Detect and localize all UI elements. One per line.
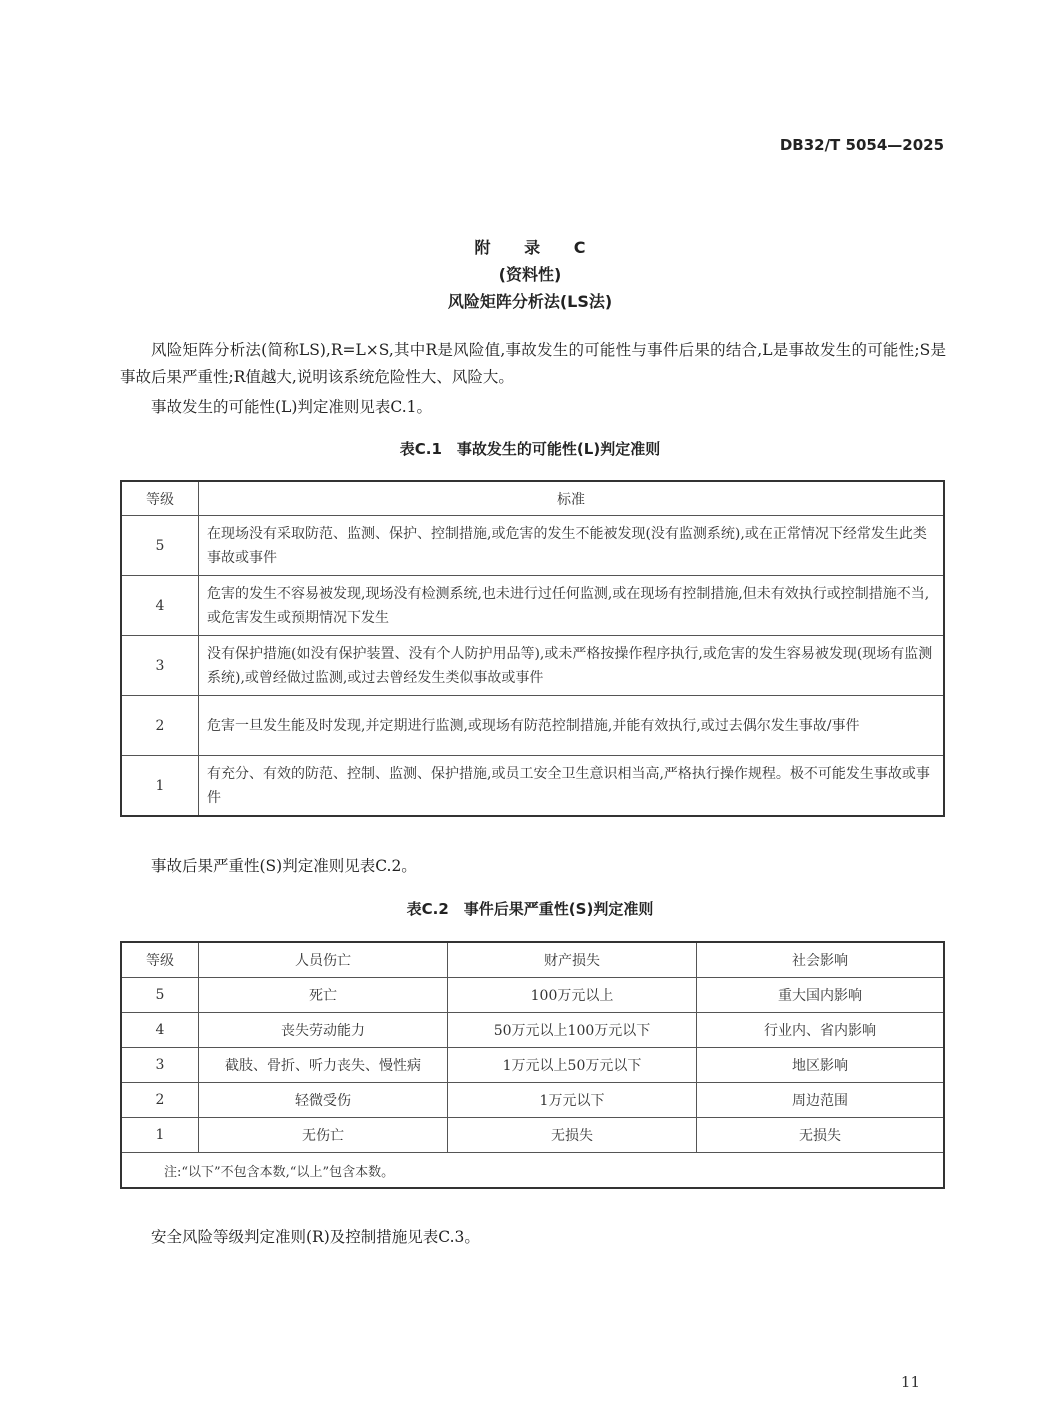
table-c1-level-cell: 1 xyxy=(121,756,199,817)
table-c2-note-row xyxy=(121,1153,944,1189)
table-c2-header-row xyxy=(121,942,944,978)
table-c1-criteria-cell: 危害一旦发生能及时发现,并定期进行监测,或现场有防范控制措施,并能有效执行,或过去偶尔发生事故/事件 xyxy=(199,696,945,756)
appendix-nature: (资料性) xyxy=(498,265,562,284)
appendix-label: 附 录 C xyxy=(474,238,600,257)
table-c2-property-cell: 100万元以上 xyxy=(448,978,697,1013)
table-row xyxy=(121,696,944,756)
table-row xyxy=(121,1118,944,1153)
table-c2-social-cell: 地区影响 xyxy=(697,1048,945,1083)
table-c2-casualty-cell: 无伤亡 xyxy=(199,1118,448,1153)
table-c2-casualty-cell: 死亡 xyxy=(199,978,448,1013)
table-c2-header-level: 等级 xyxy=(121,942,199,978)
page-number: 11 xyxy=(900,1373,920,1391)
table-c2-header-property: 财产损失 xyxy=(448,942,697,978)
table-c1-criteria-cell: 有充分、有效的防范、控制、监测、保护措施,或员工安全卫生意识相当高,严格执行操作规程。极不可能发生事故或事件 xyxy=(199,756,945,817)
table-c1-title: 表C.1 事故发生的可能性(L)判定准则 xyxy=(399,440,661,458)
table-c2-level-cell: 2 xyxy=(121,1083,199,1118)
table-c2 xyxy=(120,941,945,1189)
table-row xyxy=(121,576,944,636)
table-c1-level-cell: 5 xyxy=(121,516,199,576)
table-c2-level-cell: 1 xyxy=(121,1118,199,1153)
see-table-c1-paragraph: 事故发生的可能性(L)判定准则见表C.1。 xyxy=(151,398,432,416)
appendix-heading xyxy=(0,234,1060,315)
table-c2-header-social: 社会影响 xyxy=(697,942,945,978)
table-row xyxy=(121,1013,944,1048)
table-row xyxy=(121,1083,944,1118)
table-c1 xyxy=(120,480,945,817)
table-c1-criteria-cell: 没有保护措施(如没有保护装置、没有个人防护用品等),或未严格按操作程序执行,或危害的发生容易被发现(现场有监测系统),或曾经做过监测,或过去曾经发生类似事故或事件 xyxy=(199,636,945,696)
see-table-c2-paragraph: 事故后果严重性(S)判定准则见表C.2。 xyxy=(151,857,417,875)
table-c2-social-cell: 周边范围 xyxy=(697,1083,945,1118)
table-c1-level-cell: 4 xyxy=(121,576,199,636)
table-c2-property-cell: 50万元以上100万元以下 xyxy=(448,1013,697,1048)
table-c1-header-criteria: 标准 xyxy=(199,481,945,516)
table-c2-title: 表C.2 事件后果严重性(S)判定准则 xyxy=(406,900,654,918)
table-c2-property-cell: 1万元以上50万元以下 xyxy=(448,1048,697,1083)
table-c1-criteria-cell: 危害的发生不容易被发现,现场没有检测系统,也未进行过任何监测,或在现场有控制措施,但未有效执行或控制措施不当,或危害发生或预期情况下发生 xyxy=(199,576,945,636)
table-row xyxy=(121,756,944,817)
table-c1-header-level: 等级 xyxy=(121,481,199,516)
table-c2-level-cell: 5 xyxy=(121,978,199,1013)
table-c1-level-cell: 2 xyxy=(121,696,199,756)
table-c2-header-casualty: 人员伤亡 xyxy=(199,942,448,978)
table-c2-social-cell: 行业内、省内影响 xyxy=(697,1013,945,1048)
table-c1-header-row xyxy=(121,481,944,516)
table-row xyxy=(121,516,944,576)
table-c2-casualty-cell: 截肢、骨折、听力丧失、慢性病 xyxy=(199,1048,448,1083)
table-row xyxy=(121,978,944,1013)
intro-paragraph: 风险矩阵分析法(简称LS),R=L×S,其中R是风险值,事故发生的可能性与事件后果的结合,L是事故发生的可能性;S是事故后果严重性;R值越大,说明该系统危险性大、风险大。 xyxy=(120,341,946,386)
appendix-title: 风险矩阵分析法(LS法) xyxy=(447,292,613,311)
table-c2-level-cell: 3 xyxy=(121,1048,199,1083)
table-c2-casualty-cell: 丧失劳动能力 xyxy=(199,1013,448,1048)
see-table-c3-paragraph: 安全风险等级判定准则(R)及控制措施见表C.3。 xyxy=(151,1228,480,1246)
table-c1-level-cell: 3 xyxy=(121,636,199,696)
table-c2-property-cell: 1万元以下 xyxy=(448,1083,697,1118)
table-c2-note: 注:“以下”不包含本数,“以上”包含本数。 xyxy=(121,1153,944,1189)
table-c2-casualty-cell: 轻微受伤 xyxy=(199,1083,448,1118)
table-c2-property-cell: 无损失 xyxy=(448,1118,697,1153)
table-row xyxy=(121,1048,944,1083)
table-c2-level-cell: 4 xyxy=(121,1013,199,1048)
table-c1-criteria-cell: 在现场没有采取防范、监测、保护、控制措施,或危害的发生不能被发现(没有监测系统),或在正常情况下经常发生此类事故或事件 xyxy=(199,516,945,576)
table-c2-social-cell: 重大国内影响 xyxy=(697,978,945,1013)
table-c2-social-cell: 无损失 xyxy=(697,1118,945,1153)
document-code: DB32/T 5054—2025 xyxy=(779,136,944,154)
table-row xyxy=(121,636,944,696)
